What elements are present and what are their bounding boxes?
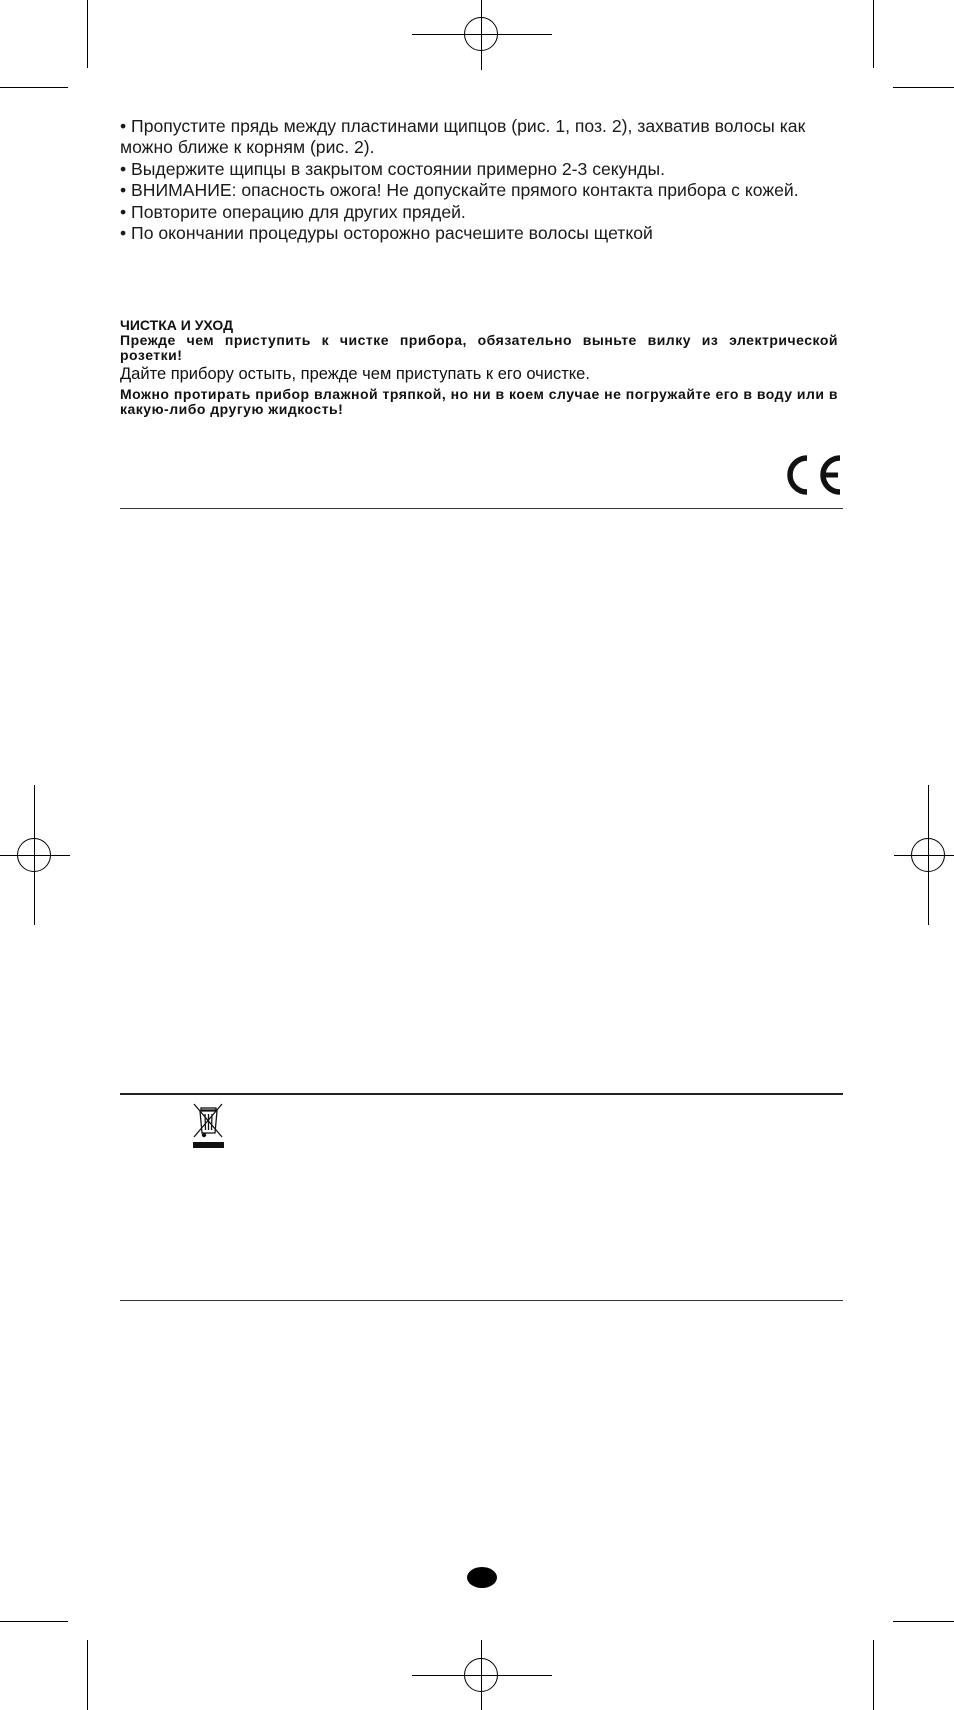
wipe-note: Можно протирать прибор влажной тряпкой, но ни в коем случае не погружайте его в воду или в какую-либо другую жидкость! xyxy=(120,386,838,417)
registration-target-icon xyxy=(17,838,51,872)
section-heading: ЧИСТКА И УХОД xyxy=(120,317,234,333)
instruction-item: • Повторите операцию для других прядей. xyxy=(120,201,466,222)
usage-instructions xyxy=(120,116,845,244)
divider xyxy=(120,1300,843,1301)
registration-target-icon xyxy=(911,838,945,872)
instruction-item: • Пропустите прядь между пластинами щипцов (рис. 1, поз. 2), захватив волосы как можно ближе к корням (рис. 2). xyxy=(120,116,806,158)
divider xyxy=(120,1093,843,1095)
instruction-item: • ВНИМАНИЕ: опасность ожога! Не допускайте прямого контакта прибора с кожей. xyxy=(120,180,799,201)
cool-down-note: Дайте прибору остыть, прежде чем приступать к его очистке. xyxy=(120,365,590,383)
registration-target-icon xyxy=(464,1658,498,1692)
divider xyxy=(120,508,843,509)
registration-target-icon xyxy=(464,17,498,51)
instruction-item: • По окончании процедуры осторожно расчешите волосы щеткой xyxy=(120,223,653,244)
instruction-item: • Выдержите щипцы в закрытом состоянии примерно 2-3 секунды. xyxy=(120,158,665,179)
unplug-warning: Прежде чем приступить к чистке прибора, обязательно выньте вилку из электрической розетки! xyxy=(120,332,838,363)
ce-mark-icon xyxy=(780,452,844,498)
crossed-out-wheelie-bin-icon xyxy=(190,1101,228,1151)
page-number-marker xyxy=(467,1567,497,1588)
cleaning-and-care-section xyxy=(120,318,838,417)
